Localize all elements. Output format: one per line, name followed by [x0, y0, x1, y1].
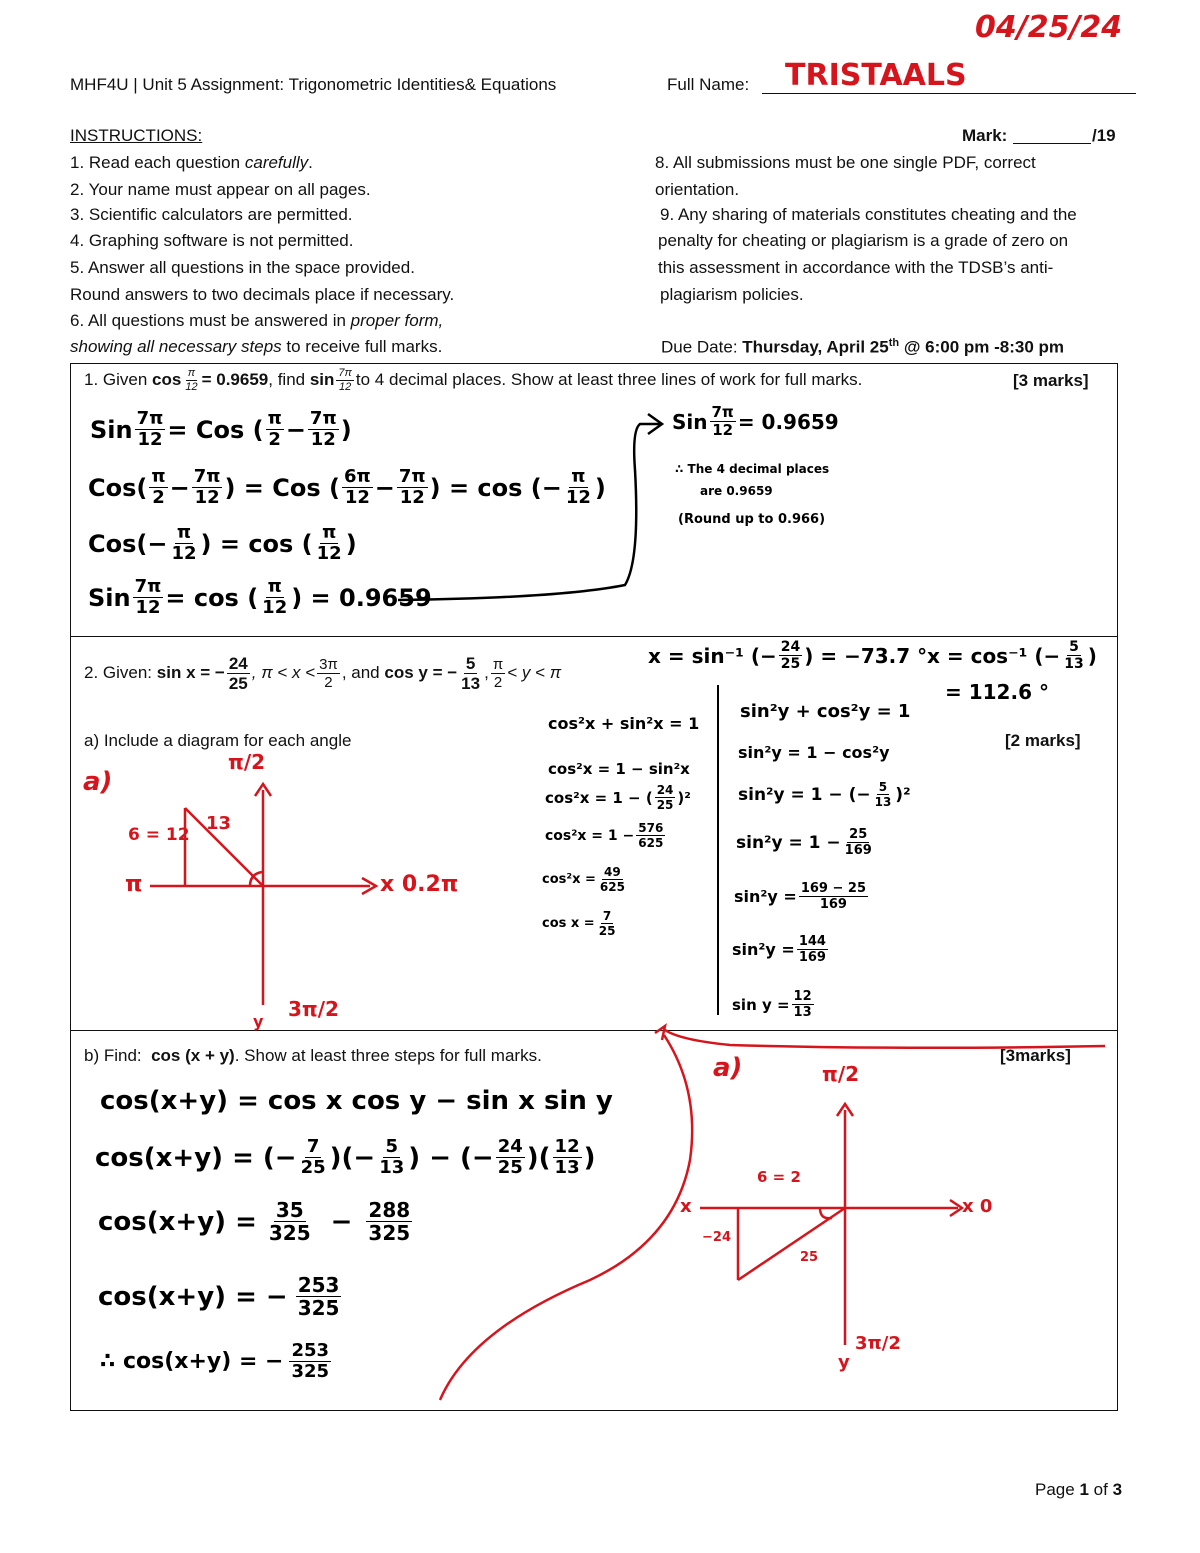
- y-angle-result: = 112.6 °: [945, 680, 1049, 704]
- cos-x-line3: cos²x = 1 − ( $\frac{24}{25}$ )²: [545, 783, 691, 812]
- instruction-5-rounding: Round answers to two decimals place if necessary.: [70, 285, 455, 304]
- assignment-title: MHF4U | Unit 5 Assignment: Trigonometric Identities& Equations: [70, 75, 557, 94]
- sin-y-line7: sin y = $\frac{12}{13}$: [732, 989, 812, 1020]
- diagram2-left-label: x: [680, 1196, 692, 1217]
- q2b-step1: cos(x+y) = cos x cos y − sin x sin y: [100, 1086, 613, 1116]
- diagram1-bottom-label: 3π/2: [288, 997, 339, 1021]
- instruction-9: 9. Any sharing of materials constitutes cheating and the: [660, 205, 1077, 224]
- diagram2-side-label: 6 = 2: [757, 1168, 801, 1186]
- instruction-5: 5. Answer all questions in the space provided.: [70, 258, 415, 277]
- page-number: Page 1 of 3: [1035, 1480, 1123, 1499]
- y-angle-calc: x = cos⁻¹ (− $\frac{5}{13}$ ): [927, 639, 1097, 672]
- instruction-4: 4. Graphing software is not permitted.: [70, 231, 354, 250]
- diagram2-label: a): [713, 1053, 743, 1083]
- q1-marks: [3 marks]: [1013, 371, 1089, 390]
- sin-y-line6: sin²y = $\frac{144}{169}$: [732, 934, 826, 965]
- cos-x-line6: cos x = $\frac{7}{25}$: [542, 909, 616, 938]
- cos-x-line2: cos²x = 1 − sin²x: [548, 760, 690, 778]
- q1-work-line1: Sin $\frac{7\pi}{12}$ = Cos ( $\frac{\pi}{2}$ − $\frac{7\pi}{12}$ ): [90, 408, 352, 450]
- instruction-6: 6. All questions must be answered in proper form,: [70, 311, 444, 330]
- instruction-1: 1. Read each question carefully.: [70, 153, 313, 172]
- q2b-step2: cos(x+y) = (− $\frac{7}{25}$ )(− $\frac{5}{13}$ ) − (− $\frac{24}{25}$ )( $\frac{12}{13}$ ): [95, 1136, 596, 1178]
- q1-answer: Sin $\frac{7\pi}{12}$ = 0.9659: [672, 403, 839, 439]
- instruction-8-cont: orientation.: [655, 180, 740, 199]
- sin-y-line4: sin²y = 1 − $\frac{25}{169}$: [736, 827, 872, 858]
- diagram2-y-label: y: [838, 1352, 850, 1373]
- q2b-step4: cos(x+y) = − $\frac{253}{325}$: [98, 1273, 340, 1320]
- q1-conclusion-1: ∴ The 4 decimal places: [675, 462, 830, 476]
- diagram2-hyp-label: 25: [800, 1250, 819, 1265]
- instruction-3: 3. Scientific calculators are permitted.: [70, 205, 353, 224]
- date-mark: 04/25/24: [975, 10, 1123, 45]
- diagram2-bottom-label: 3π/2: [855, 1333, 901, 1354]
- q2b-marks: [3marks]: [1000, 1046, 1071, 1065]
- instruction-2: 2. Your name must appear on all pages.: [70, 180, 371, 199]
- mark-total: /19: [1092, 126, 1116, 145]
- diagram2-top-label: π/2: [822, 1062, 860, 1086]
- mark-label: Mark:: [962, 126, 1008, 145]
- name-label: Full Name:: [667, 75, 750, 94]
- q1-work-line2: Cos( $\frac{\pi}{2}$ − $\frac{7\pi}{12}$ ) = Cos ( $\frac{6\pi}{12}$ − $\frac{7\pi}{12}$ ) = cos (− $\frac{\pi}{12}$ ): [88, 466, 606, 508]
- diagram1-label: a): [83, 767, 113, 797]
- sin-y-line5: sin²y = $\frac{169 - 25}{169}$: [734, 881, 866, 912]
- q1-conclusion-3: (Round up to 0.966): [678, 512, 826, 527]
- instruction-8: 8. All submissions must be one single PDF, correct: [655, 153, 1036, 172]
- q1-work-line3: Cos(− $\frac{\pi}{12}$ ) = cos ( $\frac{\pi}{12}$ ): [88, 522, 357, 564]
- diagram1-right-label: x 0.2π: [380, 872, 459, 897]
- diagram1-left-label: π: [125, 872, 143, 897]
- q2b-conclusion: ∴ cos(x+y) = − $\frac{253}{325}$: [100, 1340, 330, 1382]
- diagram1-y-label: y: [253, 1012, 264, 1031]
- instruction-6-cont: showing all necessary steps to receive full marks.: [70, 337, 443, 356]
- q1-work-line4: Sin $\frac{7\pi}{12}$ = cos ( $\frac{\pi}{12}$ ) = 0.9659: [88, 576, 432, 618]
- q2a-marks: [2 marks]: [1005, 731, 1081, 750]
- q2b-prompt: b) Find: cos (x + y). Show at least three steps for full marks.: [84, 1046, 542, 1065]
- q2-prompt: 2. Given: sin x = − $\frac{24}{25}$ , π < x < $\frac{3\pi}{2}$ , and cos y = − $\frac{5}{13}$ , $\frac{\pi}{2}$ < y < π: [84, 653, 562, 693]
- sin-y-line3: sin²y = 1 − (− $\frac{5}{13}$ )²: [738, 780, 911, 809]
- diagram1-top-label: π/2: [228, 750, 266, 774]
- q1-conclusion-2: are 0.9659: [700, 484, 773, 498]
- instructions-heading: INSTRUCTIONS:: [70, 126, 203, 145]
- q1-prompt: 1. Given cos $\frac{\pi}{12}$ = 0.9659 , find sin $\frac{7\pi}{12}$ to 4 decimal places. Show at least three lines of work for full marks.: [84, 366, 863, 393]
- q2a-prompt: a) Include a diagram for each angle: [84, 731, 352, 750]
- x-angle-calc: x = sin⁻¹ (− $\frac{24}{25}$ ) = −73.7 °: [648, 639, 928, 672]
- instruction-9-line4: plagiarism policies.: [660, 285, 804, 304]
- diagram1-side-label: 6 = 12: [128, 825, 190, 845]
- student-name: TRISTAALS: [785, 58, 967, 93]
- diagram2-vert-label: −24: [702, 1230, 731, 1245]
- instruction-9-line3: this assessment in accordance with the TDSB’s anti-: [658, 258, 1054, 277]
- cos-x-line4: cos²x = 1 − $\frac{576}{625}$: [545, 821, 664, 850]
- cos-x-line1: cos²x + sin²x = 1: [548, 714, 700, 733]
- instruction-9-line2: penalty for cheating or plagiarism is a grade of zero on: [658, 231, 1069, 250]
- q2b-step3: cos(x+y) = $\frac{35}{325}$ − $\frac{288}{325}$: [98, 1198, 411, 1245]
- cos-x-line5: cos²x = $\frac{49}{625}$: [542, 865, 625, 894]
- sin-y-line1: sin²y + cos²y = 1: [740, 701, 911, 722]
- sin-y-line2: sin²y = 1 − cos²y: [738, 743, 890, 762]
- due-date: Due Date: Thursday, April 25th @ 6:00 pm -8:30 pm: [661, 337, 1065, 357]
- diagram2-right-label: x 0: [962, 1196, 993, 1217]
- diagram1-hyp-label: 13: [206, 813, 232, 834]
